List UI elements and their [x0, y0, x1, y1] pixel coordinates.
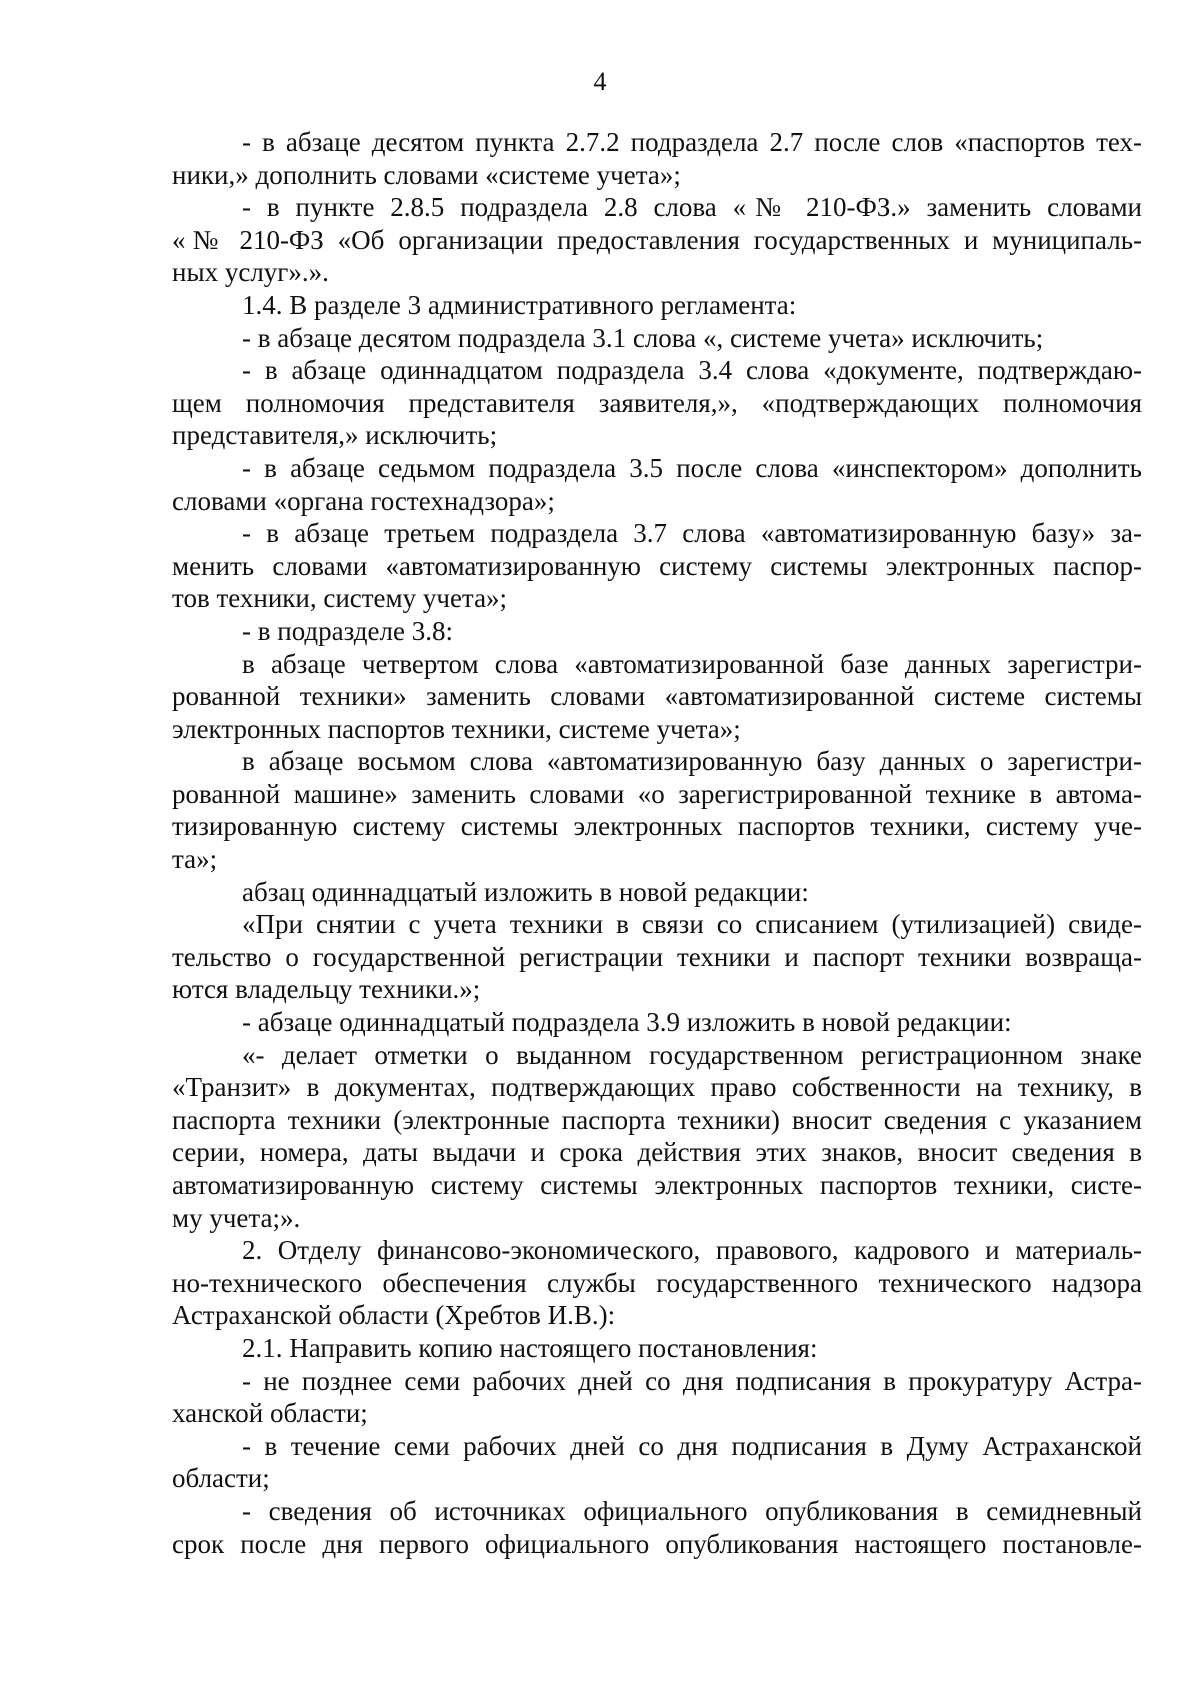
text-line: менить словами «автоматизированную систему системы электронных паспор-: [172, 550, 1142, 581]
text-line: - в течение семи рабочих дней со дня подписания в Думу Астраханской: [242, 1430, 1142, 1461]
text-line: му учета;».: [172, 1202, 301, 1233]
text-line: тельство о государственной регистрации техники и паспорт техники возвраща-: [172, 941, 1142, 972]
text-line: «- делает отметки о выданном государственном регистрационном знаке: [242, 1039, 1142, 1070]
text-line: электронных паспортов техники, системе учета»;: [172, 713, 741, 744]
text-line: но-технического обеспечения службы государственного технического надзора: [172, 1267, 1142, 1298]
text-line: - не позднее семи рабочих дней со дня подписания в прокуратуру Астра-: [242, 1365, 1142, 1396]
page-number: 4: [593, 67, 607, 96]
text-line: рованной техники» заменить словами «автоматизированной системе системы: [172, 681, 1142, 712]
text-line: в абзаце четвертом слова «автоматизированной базе данных зарегистри-: [242, 648, 1142, 679]
text-line: тизированную систему системы электронных паспортов техники, систему уче-: [172, 811, 1142, 842]
text-line: - в абзаце одиннадцатом подраздела 3.4 слова «документе, подтверждаю-: [242, 355, 1142, 386]
text-line: - в подразделе 3.8:: [242, 615, 453, 646]
text-line: та»;: [172, 844, 218, 875]
text-line: «№ 210-ФЗ «Об организации предоставления государственных и муниципаль-: [172, 224, 1142, 255]
text-line: автоматизированную систему системы электронных паспортов техники, систе-: [172, 1170, 1142, 1200]
text-line: - в абзаце третьем подраздела 3.7 слова «автоматизированную базу» за-: [242, 518, 1142, 549]
document-body: [172, 126, 1142, 1560]
text-line: ники,» дополнить словами «системе учета»;: [172, 159, 681, 190]
text-line: ных услуг».».: [172, 257, 329, 288]
text-line: ются владельцу техники.»;: [172, 974, 481, 1005]
text-line: представителя,» исключить;: [172, 420, 498, 451]
text-line: области;: [172, 1463, 270, 1494]
text-line: «Транзит» в документах, подтверждающих право собственности на технику, в: [172, 1072, 1142, 1103]
text-line: абзац одиннадцатый изложить в новой редакции:: [242, 876, 809, 907]
text-line: рованной машине» заменить словами «о зарегистрированной технике в автома-: [172, 778, 1142, 809]
text-line: «При снятии с учета техники в связи со списанием (утилизацией) свиде-: [242, 909, 1142, 940]
text-line: в абзаце восьмом слова «автоматизированную базу данных о зарегистри-: [242, 746, 1142, 777]
text-line: щем полномочия представителя заявителя,», «подтверждающих полномочия: [172, 387, 1142, 418]
text-line: ханской области;: [172, 1398, 368, 1429]
text-line: 1.4. В разделе 3 административного регламента:: [242, 289, 797, 320]
text-line: Астраханской области (Хребтов И.В.):: [172, 1300, 616, 1331]
text-line: срок после дня первого официального опубликования настоящего постановле-: [172, 1528, 1142, 1559]
text-line: серии, номера, даты выдачи и срока действия этих знаков, вносит сведения в: [172, 1137, 1142, 1168]
text-line: - в абзаце десятом пункта 2.7.2 подраздела 2.7 после слов «паспортов тех-: [242, 127, 1142, 157]
text-line: тов техники, систему учета»;: [172, 583, 508, 614]
text-line: - в абзаце десятом подраздела 3.1 слова «, системе учета» исключить;: [242, 322, 1044, 353]
text-line: словами «органа гостехнадзора»;: [172, 485, 555, 516]
text-line: - в пункте 2.8.5 подраздела 2.8 слова «№ 210-ФЗ.» заменить словами: [242, 192, 1142, 223]
text-line: - в абзаце седьмом подраздела 3.5 после слова «инспектором» дополнить: [242, 452, 1142, 483]
text-line: 2. Отделу финансово-экономического, правового, кадрового и материаль-: [242, 1235, 1142, 1266]
text-line: 2.1. Направить копию настоящего постановления:: [242, 1332, 818, 1363]
text-line: - сведения об источниках официального опубликования в семидневный: [242, 1495, 1142, 1526]
text-line: паспорта техники (электронные паспорта техники) вносит сведения с указанием: [172, 1104, 1142, 1135]
text-line: - абзаце одиннадцатый подраздела 3.9 изложить в новой редакции:: [242, 1007, 1012, 1038]
